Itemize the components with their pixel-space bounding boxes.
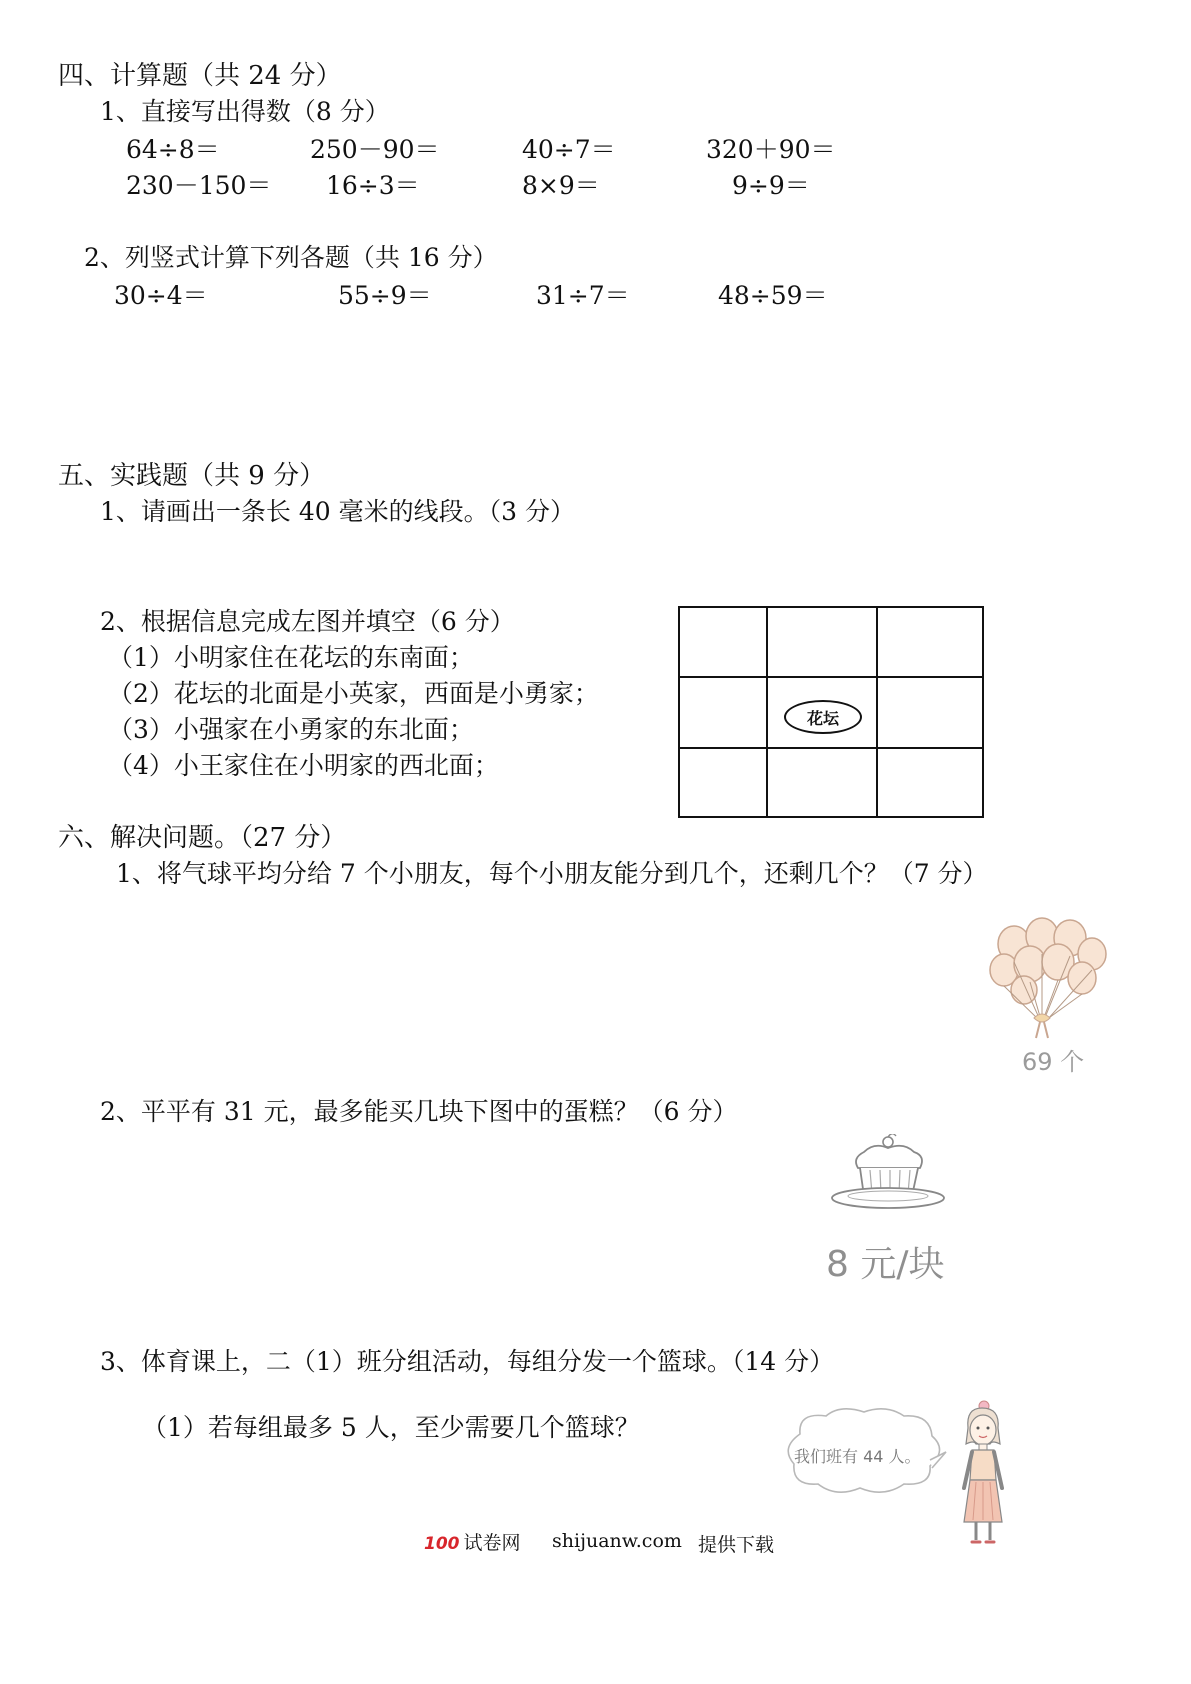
cake-illustration — [830, 1134, 950, 1216]
cake-price-caption: 8 元/块 — [826, 1244, 945, 1285]
grid-cell[interactable] — [678, 747, 768, 818]
grid-cell[interactable] — [678, 676, 768, 749]
footer-note: 提供下载 — [698, 1534, 775, 1556]
calc-item: 320＋90＝ — [706, 135, 836, 164]
section5-q2-title: 2、根据信息完成左图并填空（6 分） — [100, 607, 515, 636]
section6-q3: 3、体育课上，二（1）班分组活动，每组分发一个篮球。（14 分） — [100, 1347, 835, 1376]
section5-title: 五、实践题（共 9 分） — [58, 461, 326, 491]
calc-item: 9÷9＝ — [732, 171, 810, 200]
vertical-calc-item: 48÷59＝ — [718, 281, 828, 310]
balloon-caption: 69 个 — [1022, 1048, 1085, 1076]
vertical-calc-item: 30÷4＝ — [114, 281, 208, 310]
speech-bubble-text: 我们班有 44 人。 — [794, 1447, 921, 1466]
calc-item: 16÷3＝ — [326, 171, 420, 200]
section6-q3-1: （1）若每组最多 5 人，至少需要几个篮球？ — [142, 1413, 640, 1442]
grid-cell[interactable] — [766, 606, 878, 678]
calc-item: 250－90＝ — [310, 135, 440, 164]
calc-item: 40÷7＝ — [522, 135, 616, 164]
clue-item: （1）小明家住在花坛的东南面； — [108, 643, 474, 672]
section4-q2-title: 2、列竖式计算下列各题（共 16 分） — [84, 243, 498, 272]
footer-logo: 100 — [424, 1534, 460, 1554]
flower-bed-label: 花坛 — [784, 700, 862, 734]
clue-item: （4）小王家住在小明家的西北面； — [108, 751, 499, 780]
calc-item: 64÷8＝ — [126, 135, 220, 164]
balloons-illustration — [984, 914, 1114, 1044]
calc-item: 230－150＝ — [126, 171, 272, 200]
clue-item: （3）小强家在小勇家的东北面； — [108, 715, 474, 744]
section6-title: 六、解决问题。（27 分） — [58, 823, 347, 853]
grid-cell[interactable] — [876, 606, 984, 678]
grid-cell[interactable] — [876, 747, 984, 818]
vertical-calc-item: 31÷7＝ — [536, 281, 630, 310]
calc-item: 8×9＝ — [522, 171, 600, 200]
section4-title: 四、计算题（共 24 分） — [58, 61, 342, 91]
grid-cell[interactable] — [678, 606, 768, 678]
girl-illustration — [946, 1398, 1016, 1548]
clue-item: （2）花坛的北面是小英家，西面是小勇家； — [108, 679, 599, 708]
vertical-calc-item: 55÷9＝ — [338, 281, 432, 310]
grid-cell[interactable] — [766, 747, 878, 818]
section6-q2: 2、平平有 31 元，最多能买几块下图中的蛋糕？（6 分） — [100, 1097, 738, 1126]
footer-brand — [424, 1528, 521, 1555]
section6-q1: 1、将气球平均分给 7 个小朋友，每个小朋友能分到几个，还剩几个？（7 分） — [116, 859, 988, 888]
section5-q1: 1、请画出一条长 40 毫米的线段。（3 分） — [100, 497, 575, 526]
section4-q1-title: 1、直接写出得数（8 分） — [100, 97, 390, 126]
footer-url[interactable]: shijuanw.com — [552, 1530, 682, 1552]
footer-site-name: 试卷网 — [463, 1532, 521, 1554]
grid-cell[interactable] — [876, 676, 984, 749]
